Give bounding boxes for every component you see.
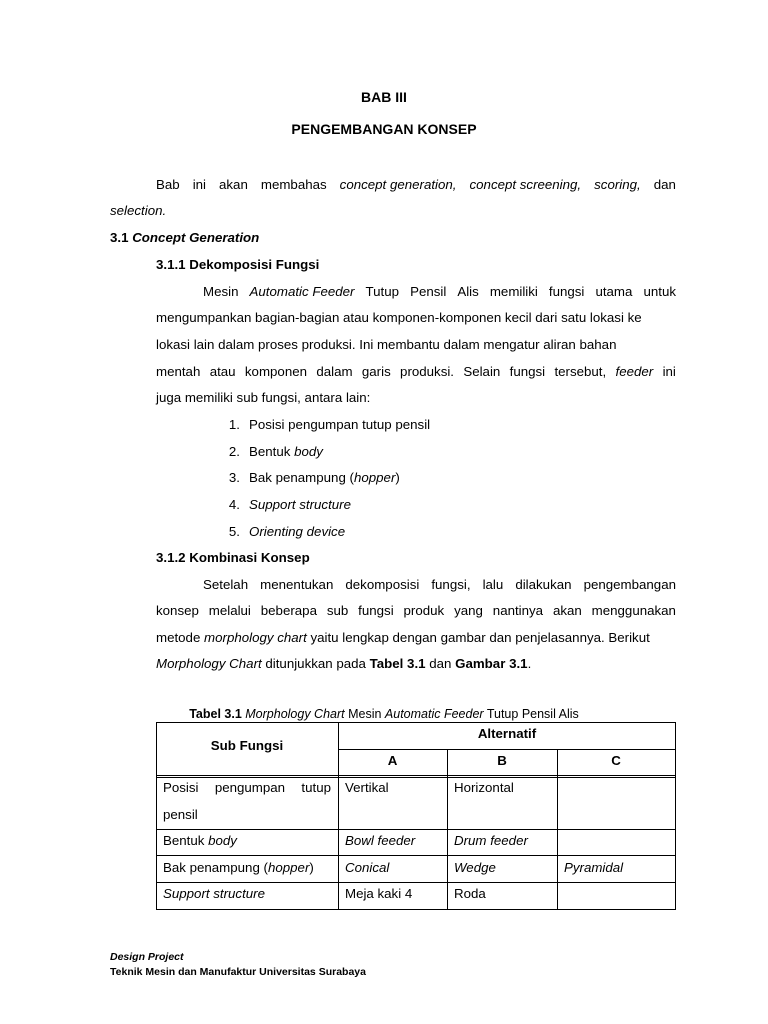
table-border bbox=[338, 722, 339, 910]
table-border bbox=[156, 777, 676, 778]
header-alternatif: Alternatif bbox=[477, 726, 537, 741]
chapter-title: PENGEMBANGAN KONSEP bbox=[291, 121, 477, 137]
para-3-1-2-line-3: metode morphology chart yaitu lengkap dengan gambar dan penjelasannya. Berikut bbox=[156, 630, 650, 645]
table-border bbox=[156, 909, 676, 910]
header-sub-fungsi: Sub Fungsi bbox=[210, 738, 284, 753]
intro-line-2: selection. bbox=[110, 203, 167, 218]
cell-sub-fungsi: Posisi pengumpan tutup bbox=[163, 780, 331, 795]
table-border bbox=[338, 749, 676, 750]
chapter-heading: BAB III bbox=[361, 89, 407, 105]
table-border bbox=[675, 722, 676, 910]
section-heading-3-1-1: 3.1.1 Dekomposisi Fungsi bbox=[156, 257, 320, 272]
para-3-1-1-line-2: mengumpankan bagian-bagian atau komponen-komponen kecil dari satu lokasi ke bbox=[156, 310, 642, 325]
footer-project: Design Project bbox=[110, 951, 184, 963]
cell-a: Conical bbox=[345, 860, 390, 875]
cell-b: Drum feeder bbox=[454, 833, 528, 848]
intro-line-1: Bab ini akan membahas concept generation, concept screening, scoring, dan bbox=[156, 177, 676, 192]
header-col-b: B bbox=[497, 753, 507, 768]
para-3-1-1-line-5: juga memiliki sub fungsi, antara lain: bbox=[156, 390, 371, 405]
header-col-c: C bbox=[611, 753, 621, 768]
cell-a: Meja kaki 4 bbox=[345, 886, 413, 901]
para-3-1-1-line-1: Mesin Automatic Feeder Tutup Pensil Alis memiliki fungsi utama untuk bbox=[203, 284, 676, 299]
table-border bbox=[156, 722, 676, 723]
para-3-1-2-line-4: Morphology Chart ditunjukkan pada Tabel 3.1 dan Gambar 3.1. bbox=[156, 656, 532, 671]
cell-b: Horizontal bbox=[454, 780, 514, 795]
table-border bbox=[557, 749, 558, 910]
cell-sub-fungsi: Bak penampung (hopper) bbox=[163, 860, 314, 875]
para-3-1-2-line-1: Setelah menentukan dekomposisi fungsi, lalu dilakukan pengembangan bbox=[203, 577, 676, 592]
table-border bbox=[156, 775, 676, 776]
morphology-table bbox=[156, 722, 676, 910]
cell-sub-fungsi: Support structure bbox=[163, 886, 265, 901]
table-border bbox=[156, 882, 676, 883]
cell-sub-fungsi: Bentuk body bbox=[163, 833, 237, 848]
table-border bbox=[156, 829, 676, 830]
cell-c: Pyramidal bbox=[564, 860, 624, 875]
cell-a: Vertikal bbox=[345, 780, 389, 795]
cell-b: Roda bbox=[454, 886, 486, 901]
document-page: BAB III PENGEMBANGAN KONSEP Bab ini akan membahas concept generation, concept screening, scoring, dan selection. 3.1 Concept Generation 3.1.1 Dekomposisi Fungsi Mesin Automatic Feeder Tutup Pensil Alis memiliki fungsi utama untuk mengumpankan bagian-bagian atau komponen-komponen kecil dari satu lokasi ke lokasi lain dalam proses produksi. Ini membantu dalam mengatur aliran bahan mentah atau komponen dalam garis produksi. Selain fungsi tersebut, feeder ini juga memiliki sub fungsi, antara lain: 1. Posisi pengumpan tutup pensil 2. Bentuk body 3. Bak penampung (hopper) 4. Support structure 5. Orienting device 3.1.2 Kombinasi Konsep Setelah menentukan dekomposisi fungsi, lalu dilakukan pengembangan konsep melalui beberapa sub fungsi produk yang nantinya akan menggunakan metode morphology chart yaitu lengkap dengan gambar dan penjelasannya. Berikut Morphology Chart ditunjukkan pada Tabel 3.1 dan Gambar 3.1. Tabel 3.1 Morphology Chart Mesin Automatic Feeder Tutup Pensil Alis Sub Fungsi Alternatif A B C Posisi pengumpan tutup pensil Vertikal Horizontal Bentuk body Bowl feeder Drum feeder Bak penampung (hopper) Conical Wedge Pyramidal Support structure Meja kaki 4 Roda Design Project Teknik Mesin dan Manufaktur Universitas Surabaya bbox=[0, 0, 768, 1024]
cell-a: Bowl feeder bbox=[345, 833, 416, 848]
table-border bbox=[156, 855, 676, 856]
cell-sub-fungsi-cont: pensil bbox=[163, 807, 198, 822]
table-caption: Tabel 3.1 Morphology Chart Mesin Automatic Feeder Tutup Pensil Alis bbox=[189, 707, 579, 721]
cell-b: Wedge bbox=[454, 860, 496, 875]
section-heading-3-1-2: 3.1.2 Kombinasi Konsep bbox=[156, 550, 310, 565]
table-border bbox=[447, 749, 448, 910]
header-col-a: A bbox=[387, 753, 398, 768]
para-3-1-2-line-2: konsep melalui beberapa sub fungsi produk yang nantinya akan menggunakan bbox=[156, 603, 676, 618]
section-heading-3-1: 3.1 Concept Generation bbox=[110, 230, 260, 245]
para-3-1-1-line-4: mentah atau komponen dalam garis produksi. Selain fungsi tersebut, feeder ini bbox=[156, 364, 676, 379]
para-3-1-1-line-3: lokasi lain dalam proses produksi. Ini membantu dalam mengatur aliran bahan bbox=[156, 337, 617, 352]
footer-institution: Teknik Mesin dan Manufaktur Universitas Surabaya bbox=[110, 966, 366, 978]
